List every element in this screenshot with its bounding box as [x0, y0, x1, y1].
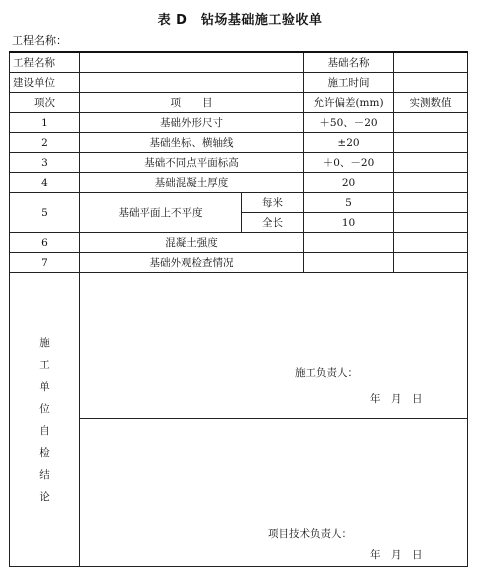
row-no: 1 — [10, 113, 80, 133]
table-row — [10, 133, 468, 153]
column-header-row — [10, 93, 468, 113]
row-item: 基础不同点平面标高 — [80, 153, 304, 173]
row-no: 4 — [10, 173, 80, 193]
self-check-label-char: 检 — [39, 446, 50, 459]
page-title: 表 D 钻场基础施工验收单 — [157, 13, 323, 28]
acceptance-form-table — [9, 51, 468, 567]
col-header-measured: 实测数值 — [394, 93, 468, 113]
row-item: 基础外形尺寸 — [80, 113, 304, 133]
project-name-value[interactable] — [80, 52, 304, 73]
row-measured-value[interactable] — [394, 193, 468, 213]
foundation-name-label: 基础名称 — [304, 52, 394, 73]
self-check-label-char: 结 — [39, 468, 50, 481]
self-check-row-construction — [10, 273, 468, 419]
row-item: 基础平面上不平度 — [80, 193, 242, 233]
row-sub-label: 全长 — [242, 213, 304, 233]
row-tolerance — [304, 253, 394, 273]
builder-label: 建设单位 — [10, 73, 80, 93]
builder-value[interactable] — [80, 73, 304, 93]
table-row — [10, 193, 468, 213]
table-row — [10, 113, 468, 133]
row-tolerance — [304, 233, 394, 253]
table-row — [10, 153, 468, 173]
construction-lead-label: 施工负责人： — [295, 367, 358, 379]
row-measured-value[interactable] — [394, 113, 468, 133]
project-name-label: 工程名称 — [10, 52, 80, 73]
row-measured-value[interactable] — [394, 233, 468, 253]
tech-date-label: 年 月 日 — [370, 549, 423, 561]
row-measured-value[interactable] — [394, 253, 468, 273]
row-tolerance: 10 — [304, 213, 394, 233]
self-check-label-char: 单 — [39, 380, 50, 393]
row-measured-value[interactable] — [394, 153, 468, 173]
row-item: 基础混凝土厚度 — [80, 173, 304, 193]
row-item: 混凝土强度 — [80, 233, 304, 253]
row-no: 3 — [10, 153, 80, 173]
self-check-label-char: 施 — [39, 336, 50, 349]
project-name-line: 工程名称： — [12, 34, 67, 47]
row-tolerance: 5 — [304, 193, 394, 213]
col-header-item-no: 项次 — [10, 93, 80, 113]
col-header-item: 项 目 — [80, 93, 304, 113]
row-no: 5 — [10, 193, 80, 233]
self-check-label-char: 论 — [39, 490, 50, 503]
row-tolerance: 20 — [304, 173, 394, 193]
row-measured-value[interactable] — [394, 213, 468, 233]
row-measured-value[interactable] — [394, 173, 468, 193]
self-check-label-char: 自 — [39, 424, 50, 437]
table-row — [10, 173, 468, 193]
row-tolerance: ＋50、－20 — [304, 113, 394, 133]
builder-row — [10, 73, 468, 93]
self-check-label-char: 位 — [39, 402, 50, 415]
self-check-label-char: 工 — [39, 358, 50, 371]
self-check-label — [10, 273, 80, 567]
table-row — [10, 253, 468, 273]
row-tolerance: ±20 — [304, 133, 394, 153]
row-tolerance: ＋0、－20 — [304, 153, 394, 173]
col-header-tolerance: 允许偏差(mm) — [304, 93, 394, 113]
construction-time-value[interactable] — [394, 73, 468, 93]
row-no: 6 — [10, 233, 80, 253]
row-item: 基础坐标、横轴线 — [80, 133, 304, 153]
row-measured-value[interactable] — [394, 133, 468, 153]
construction-conclusion-area[interactable] — [80, 273, 468, 419]
row-item: 基础外观检查情况 — [80, 253, 304, 273]
table-row — [10, 233, 468, 253]
foundation-name-value[interactable] — [394, 52, 468, 73]
row-no: 7 — [10, 253, 80, 273]
project-name-row — [10, 52, 468, 73]
tech-lead-label: 项目技术负责人： — [268, 528, 352, 540]
tech-conclusion-area[interactable] — [80, 419, 468, 567]
construction-date-label: 年 月 日 — [370, 393, 423, 405]
construction-time-label: 施工时间 — [304, 73, 394, 93]
row-no: 2 — [10, 133, 80, 153]
row-sub-label: 每米 — [242, 193, 304, 213]
